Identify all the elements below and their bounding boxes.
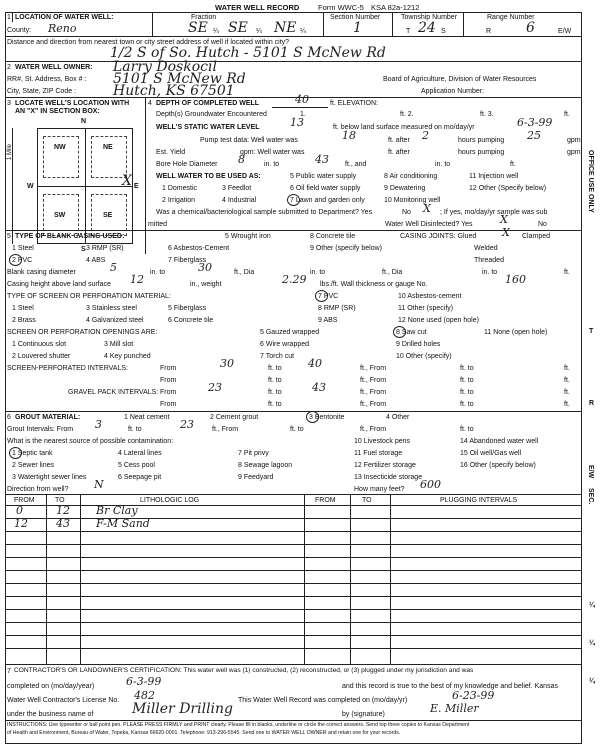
pump-test-value: 18 xyxy=(342,129,356,142)
use-4: 4 Industrial xyxy=(222,197,257,204)
range-value: 6 xyxy=(526,20,535,36)
signature-label: by (signature) xyxy=(342,711,385,718)
north-label: N xyxy=(81,118,87,125)
range-number-label: Range Number xyxy=(487,14,535,21)
use-label: WELL WATER TO BE USED AS: xyxy=(156,173,261,180)
disinfected-mark: X xyxy=(500,213,508,226)
casing-5: 5 Wrought iron xyxy=(225,233,271,240)
township-number-label: Township Number xyxy=(401,14,458,21)
screen-1: 1 Steel xyxy=(12,305,34,312)
disinfected-label: Water Well Disinfected? Yes xyxy=(385,221,473,228)
perf-ft-to-2: ft. to xyxy=(460,365,474,372)
depth-value: 40 xyxy=(295,93,309,106)
contam-1: 1 Septic tank xyxy=(12,450,53,457)
opening-6: 6 Wire wrapped xyxy=(260,341,310,348)
perf-ft-end-row2: ft. xyxy=(564,377,570,384)
pump-gpm-unit: gpm xyxy=(567,137,581,144)
static-level-text: ft. below land surface measured on mo/day/yr xyxy=(333,124,475,131)
casing-4: 4 ABS xyxy=(86,257,106,264)
grout-ft-from: ft., From xyxy=(212,426,239,433)
city-label: City, State, ZIP Code : xyxy=(7,88,76,95)
range-ew: E/W xyxy=(558,28,572,35)
business-label: under the business name of xyxy=(7,711,94,718)
contam-5: 5 Cess pool xyxy=(118,462,155,469)
screen-5: 5 Fiberglass xyxy=(168,305,207,312)
casing-joints: CASING JOINTS: Glued xyxy=(400,233,477,240)
use-5: 5 Public water supply xyxy=(290,173,357,180)
groundwater-label: Depth(s) Groundwater Encountered xyxy=(156,111,267,118)
static-level-label: WELL'S STATIC WATER LEVEL xyxy=(156,124,260,131)
use-2: 2 Irrigation xyxy=(162,197,196,204)
perf-from-label: From xyxy=(160,365,177,372)
screen-9: 9 ABS xyxy=(318,317,338,324)
bore-ft-and: ft., and xyxy=(345,161,367,168)
use-11: 11 Injection well xyxy=(469,173,519,180)
yield-after: ft. after xyxy=(388,149,410,156)
grout-to-value: 23 xyxy=(180,418,194,431)
opening-5: 5 Gauzed wrapped xyxy=(260,329,320,336)
log-row-1-to: 12 xyxy=(56,504,70,517)
gravel-from-label: From xyxy=(160,389,177,396)
log-row-1-desc: Br Clay xyxy=(96,504,138,517)
contam-2: 2 Sewer lines xyxy=(12,462,55,469)
screen-4: 4 Galvanized steel xyxy=(86,317,144,324)
section-1-number: 1 xyxy=(7,14,11,21)
owner-label: WATER WELL OWNER: xyxy=(15,64,93,71)
gravel-ft-from-row2: ft., From xyxy=(360,401,387,408)
perf-to-value: 40 xyxy=(308,357,322,370)
contam-8: 8 Sewage lagoon xyxy=(238,462,293,469)
grout-1: 1 Neat cement xyxy=(124,414,170,421)
yield-hours-label: hours pumping xyxy=(458,149,505,156)
direction-label: Direction from well? xyxy=(7,486,69,493)
record-completed-value: 6-23-99 xyxy=(452,689,495,702)
se-label: SE xyxy=(103,212,113,219)
use-8: 8 Air conditioning xyxy=(384,173,438,180)
office-use-label: OFFICE USE ONLY xyxy=(587,150,594,213)
sidebar-quarter-1: ¼ xyxy=(589,602,595,609)
casing-welded: Welded xyxy=(474,245,498,252)
sidebar-r: R xyxy=(589,400,595,407)
grout-label: GROUT MATERIAL: xyxy=(15,414,81,421)
sidebar-quarter-3: ¼ xyxy=(589,678,595,685)
township-prefix: T xyxy=(406,28,411,35)
certification-text: CONTRACTOR'S OR LANDOWNER'S CERTIFICATION: This water well was (1) constructed, (2) reconstructed, or (3) plugged under my jurisdiction and was xyxy=(14,667,474,674)
screen-7: 7 PVC xyxy=(318,293,339,300)
perf-from-label-2: From xyxy=(160,377,177,384)
bore-to: 43 xyxy=(315,153,329,166)
contamination-label: What is the nearest source of possible contamination: xyxy=(7,438,174,445)
grout-3: 3 Bentonite xyxy=(309,414,345,421)
casing-height-in: in., weight xyxy=(190,281,222,288)
business-value: Miller Drilling xyxy=(132,701,234,717)
pump-hours: 2 xyxy=(422,129,429,142)
distance-value: 1/2 S of So. Hutch - 5101 S McNew Rd xyxy=(110,45,386,61)
fraction-label: Fraction xyxy=(191,14,217,21)
screen-12: 12 None used (open hole) xyxy=(398,317,479,324)
record-true-text: and this record is true to the best of my knowledge and belief. Kansas xyxy=(342,683,558,690)
casing-gauge-value: 160 xyxy=(505,273,526,286)
casing-height-value: 12 xyxy=(130,273,144,286)
gravel-ft-end-row2: ft. xyxy=(564,401,570,408)
opening-11: 11 None (open hole) xyxy=(484,329,548,336)
contam-11: 11 Fuel storage xyxy=(354,450,403,457)
use-9: 9 Dewatering xyxy=(384,185,426,192)
casing-2: 2 PVC xyxy=(12,257,33,264)
contam-4: 4 Lateral lines xyxy=(118,450,162,457)
casing-8: 8 Concrete tile xyxy=(310,233,356,240)
location-mark: X xyxy=(122,173,132,189)
casing-6: 6 Asbestos-Cement xyxy=(168,245,230,252)
instructions-line-2: of Health and Environment, Bureau of Water, Topeka, Kansas 66620-0001. Telephone: 913-296-5545. Send one to WATER WELL OWNER and retain one for your records. xyxy=(7,730,401,736)
log-from-header: FROM xyxy=(14,497,35,504)
blank-ft-dia: ft., Dia xyxy=(234,269,255,276)
sidebar-ew: E/W xyxy=(587,465,594,479)
use-3: 3 Feedlot xyxy=(222,185,252,192)
blank-ft-3: ft. xyxy=(564,269,570,276)
static-level-value: 13 xyxy=(290,116,304,129)
fraction-2: SE xyxy=(228,20,248,36)
grout-intervals-label: Grout Intervals: From xyxy=(7,426,74,433)
gravel-ft-to: ft. to xyxy=(268,389,282,396)
grout-ft-to-3: ft. to xyxy=(460,426,474,433)
blank-to-value: 30 xyxy=(198,261,212,274)
locate-label-1: LOCATE WELL'S LOCATION WITH xyxy=(15,100,130,107)
contam-13: 13 Insecticide storage xyxy=(354,474,423,481)
log-to-header-2: TO xyxy=(362,497,372,504)
city-value: Hutch, KS 67501 xyxy=(113,83,235,99)
casing-9: 9 Other (specify below) xyxy=(310,245,382,252)
sidebar-t: T xyxy=(589,328,594,335)
fraction-3: NE xyxy=(274,20,297,36)
log-litho-header: LITHOLOGIC LOG xyxy=(140,497,200,504)
gravel-ft-end: ft. xyxy=(564,389,570,396)
gravel-label: GRAVEL PACK INTERVALS: xyxy=(68,389,159,396)
contam-10: 10 Livestock pens xyxy=(354,438,411,445)
completed-label: completed on (mo/day/year) xyxy=(7,683,95,690)
groundwater-2: ft. 2. xyxy=(400,111,414,118)
section-4-number: 4 xyxy=(148,100,152,107)
log-row-1-from: 0 xyxy=(16,504,23,517)
bore-ft-2: ft. xyxy=(510,161,516,168)
blank-in-to: in. to xyxy=(150,269,166,276)
log-row-2-to: 43 xyxy=(56,517,70,530)
address-value: 5101 S McNew Rd xyxy=(113,71,246,87)
direction-value: N xyxy=(94,478,104,491)
perf-ft-end: ft. xyxy=(564,365,570,372)
perf-ft-to-row2: ft. to xyxy=(268,377,282,384)
screen-label: TYPE OF SCREEN OR PERFORATION MATERIAL: xyxy=(7,293,171,300)
south-label: S xyxy=(81,246,86,253)
log-to-header: TO xyxy=(55,497,65,504)
grout-ft-to: ft. to xyxy=(128,426,142,433)
pump-gpm: 25 xyxy=(527,129,541,142)
section-number-label: Section Number xyxy=(330,14,381,21)
quarter-1: ¼ xyxy=(213,28,219,35)
gravel-ft-to-2-row2: ft. to xyxy=(460,401,474,408)
gravel-from-value: 23 xyxy=(208,381,222,394)
owner-value: Larry Doskocil xyxy=(113,59,217,75)
yield-label: Est. Yield xyxy=(156,149,186,156)
opening-9: 9 Drilled holes xyxy=(396,341,441,348)
gravel-from-label-2: From xyxy=(160,401,177,408)
completed-value: 6-3-99 xyxy=(126,675,162,688)
range-prefix: R xyxy=(486,28,492,35)
screen-8: 8 RMP (SR) xyxy=(318,305,356,312)
use-6: 6 Oil field water supply xyxy=(290,185,361,192)
depth-label: DEPTH OF COMPLETED WELL xyxy=(156,100,260,107)
casing-clamped: Clamped xyxy=(522,233,551,240)
bore-in-to-2: in. to xyxy=(435,161,451,168)
how-many-label: How many feet? xyxy=(354,486,405,493)
grout-ft-from-2: ft., From xyxy=(360,426,387,433)
sidebar-quarter-2: ¼ xyxy=(589,640,595,647)
form-title: WATER WELL RECORD xyxy=(215,3,300,12)
contam-7: 7 Pit privy xyxy=(238,450,269,457)
groundwater-1: 1. xyxy=(300,111,306,118)
contam-3: 3 Watertight sewer lines xyxy=(12,474,87,481)
pump-after: ft. after xyxy=(388,137,410,144)
opening-1: 1 Continuous slot xyxy=(12,341,67,348)
perf-label: SCREEN-PERFORATED INTERVALS: xyxy=(7,365,128,372)
fraction-1: SE xyxy=(188,20,208,36)
township-suffix: S xyxy=(441,28,446,35)
contam-6: 6 Seepage pit xyxy=(118,474,162,481)
blank-in-to-2: in. to xyxy=(310,269,326,276)
section-3-number: 3 xyxy=(7,100,11,107)
use-10: 10 Monitoring well xyxy=(384,197,441,204)
casing-joints-mark: X xyxy=(502,226,510,239)
screen-11: 11 Other (specify) xyxy=(398,305,454,312)
address-label: RR#, St. Address, Box # : xyxy=(7,76,87,83)
perf-ft-from: ft., From xyxy=(360,365,387,372)
opening-2: 2 Louvered shutter xyxy=(12,353,71,360)
screen-10: 10 Asbestos-cement xyxy=(398,293,462,300)
application-label: Application Number: xyxy=(421,88,485,95)
mile-label: 1 Mile xyxy=(7,143,13,160)
disinfected-no: No xyxy=(538,221,547,228)
contam-12: 12 Fertilizer storage xyxy=(354,462,416,469)
quarter-2: ¼ xyxy=(256,28,262,35)
license-value: 482 xyxy=(134,689,155,702)
screen-2: 2 Brass xyxy=(12,317,36,324)
openings-label: SCREEN OR PERFORATION OPENINGS ARE: xyxy=(7,329,158,336)
opening-8: 8 Saw cut xyxy=(396,329,427,336)
opening-10: 10 Other (specify) xyxy=(396,353,452,360)
chem-sample-no: No xyxy=(402,209,411,216)
bore-diameter: 8 xyxy=(238,153,245,166)
record-completed-label: This Water Well Record was completed on (mo/day/yr) xyxy=(238,697,408,704)
opening-7: 7 Torch cut xyxy=(260,353,295,360)
grout-4: 4 Other xyxy=(386,414,410,421)
contam-9: 9 Feedyard xyxy=(238,474,274,481)
chem-sample-no-mark: X xyxy=(423,202,431,215)
screen-6: 6 Concrete tile xyxy=(168,317,214,324)
static-level-date: 6-3-99 xyxy=(517,116,553,129)
yield-gpm-label: gpm: Well water was xyxy=(240,149,305,156)
how-many-value: 600 xyxy=(420,478,441,491)
casing-weight-units: lbs./ft. Wall thickness or gauge No. xyxy=(320,281,428,288)
distance-label: Distance and direction from nearest town or city street address of well if located within city? xyxy=(7,39,290,46)
use-12: 12 Other (Specify below) xyxy=(469,185,547,192)
blank-ft-dia-2: ft., Dia xyxy=(382,269,403,276)
instructions-line-1: INSTRUCTIONS: Use typewriter or ball point pen. PLEASE PRESS FIRMLY and PRINT clearly. Please fill in blanks, underline or circle the correct answers. Send top three copies to Kansas Department xyxy=(7,722,470,728)
grout-ft-to-2: ft. to xyxy=(290,426,304,433)
casing-threaded: Threaded xyxy=(474,257,504,264)
form-number: Form WWC-5 xyxy=(318,3,364,12)
grout-2: 2 Cement grout xyxy=(210,414,259,421)
perf-ft-to-2-row2: ft. to xyxy=(460,377,474,384)
casing-1: 1 Steel xyxy=(12,245,34,252)
perf-ft-from-row2: ft., From xyxy=(360,377,387,384)
mitted-label: mitted xyxy=(148,221,168,228)
contam-15: 15 Oil well/Gas well xyxy=(460,450,522,457)
gravel-to-value: 43 xyxy=(312,381,326,394)
log-row-2-from: 12 xyxy=(14,517,28,530)
section-2-number: 2 xyxy=(7,64,11,71)
west-label: W xyxy=(27,183,34,190)
blank-dia-label: Blank casing diameter xyxy=(7,269,76,276)
blank-in-to-3: in. to xyxy=(482,269,498,276)
groundwater-3: ft. 3. xyxy=(480,111,494,118)
section-value: 1 xyxy=(353,20,362,36)
gravel-ft-from: ft., From xyxy=(360,389,387,396)
signature: E. Miller xyxy=(430,702,479,715)
log-plug-header: PLUGGING INTERVALS xyxy=(440,497,518,504)
township-value: 24 xyxy=(418,20,436,36)
perf-from-value: 30 xyxy=(220,357,234,370)
casing-7: 7 Fiberglass xyxy=(168,257,207,264)
quarter-3: ¼ xyxy=(300,28,306,35)
license-label: Water Well Contractor's License No. xyxy=(7,697,120,704)
county-value: Reno xyxy=(48,22,77,35)
contam-14: 14 Abandoned water well xyxy=(460,438,539,445)
section-6-number: 6 xyxy=(7,414,11,421)
nw-label: NW xyxy=(54,144,66,151)
depth-units: ft. ELEVATION: xyxy=(330,100,378,107)
opening-4: 4 Key punched xyxy=(104,353,151,360)
log-row-2-desc: F-M Sand xyxy=(96,517,150,530)
section-7-number: 7 xyxy=(7,668,11,675)
screen-3: 3 Stainless steel xyxy=(86,305,137,312)
yield-gpm-unit: gpm xyxy=(567,149,581,156)
chem-sample-tail: ; If yes, mo/day/yr sample was sub xyxy=(440,209,548,216)
board-text: Board of Agriculture, Division of Water Resources xyxy=(383,76,537,83)
casing-3: 3 RMP (SR) xyxy=(86,245,124,252)
casing-label: TYPE OF BLANK CASING USED: xyxy=(15,233,125,240)
blank-dia-value: 5 xyxy=(110,261,117,274)
east-label: E xyxy=(134,183,139,190)
sidebar-sec: SEC. xyxy=(587,488,594,505)
bore-in-to: in. to xyxy=(264,161,280,168)
pump-hours-label: hours pumping xyxy=(458,137,505,144)
locate-label-2: AN "X" IN SECTION BOX: xyxy=(15,108,100,115)
gravel-ft-to-row2: ft. to xyxy=(268,401,282,408)
ne-label: NE xyxy=(103,144,113,151)
use-7: 7 Lawn and garden only xyxy=(290,197,365,204)
bore-label: Bore Hole Diameter xyxy=(156,161,218,168)
ksa-reference: KSA 82a-1212 xyxy=(371,3,420,12)
pump-test-label: Pump test data: Well water was xyxy=(200,137,298,144)
chem-sample-label: Was a chemical/bacteriological sample submitted to Department? Yes xyxy=(156,209,373,216)
log-from-header-2: FROM xyxy=(315,497,336,504)
section-5-number: 5 xyxy=(7,233,11,240)
use-1: 1 Domestic xyxy=(162,185,198,192)
contam-16: 16 Other (specify below) xyxy=(460,462,536,469)
casing-weight-value: 2.29 xyxy=(282,273,307,286)
groundwater-end: ft. xyxy=(564,111,570,118)
gravel-ft-to-2: ft. to xyxy=(460,389,474,396)
perf-ft-to: ft. to xyxy=(268,365,282,372)
sw-label: SW xyxy=(54,212,66,219)
section-1-label: LOCATION OF WATER WELL: xyxy=(15,14,114,21)
casing-height-label: Casing height above land surface xyxy=(7,281,111,288)
opening-3: 3 Mill slot xyxy=(104,341,134,348)
grout-from-value: 3 xyxy=(95,418,102,431)
county-label: County: xyxy=(7,27,32,34)
